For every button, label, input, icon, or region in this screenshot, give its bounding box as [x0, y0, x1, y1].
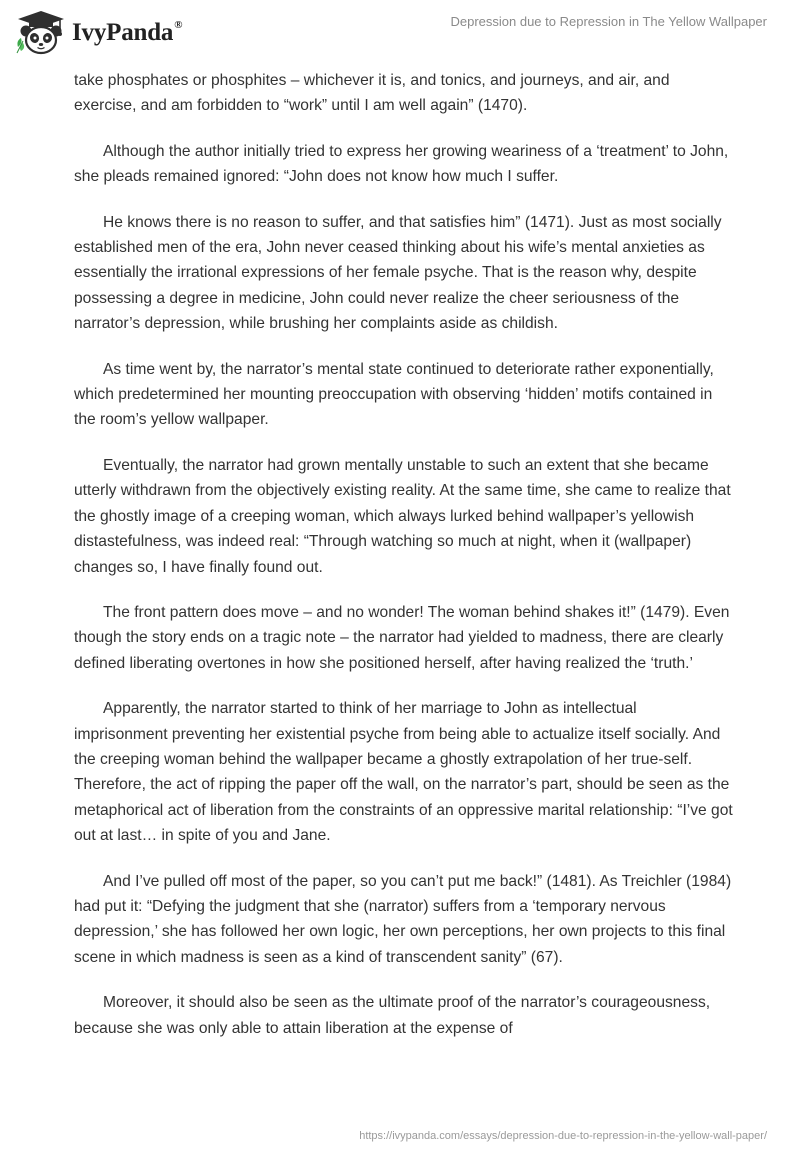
source-url-link[interactable]: https://ivypanda.com/essays/depression-due-to-repression-in-the-yellow-wall-paper/	[359, 1130, 767, 1142]
brand-name	[72, 19, 181, 47]
brand-name-text: IvyPanda	[72, 19, 174, 46]
page-header	[0, 0, 800, 64]
paragraph: And I’ve pulled off most of the paper, so you can’t put me back!” (1481). As Treichler (1984) had put it: “Defying the judgment that she (narrator) suffers from a ‘temporary nervous depression,’ she has followed her own logic, her own perceptions, her own projects to this final scene in which madness is seen as a kind of transcendent sanity” (67).	[74, 872, 732, 966]
paragraph: Moreover, it should also be seen as the ultimate proof of the narrator’s courageousness, because she was only able to attain liberation at the expense of	[74, 994, 711, 1037]
registered-mark: ®	[174, 19, 183, 31]
ivypanda-logo[interactable]	[14, 8, 181, 56]
paragraph: Although the author initially tried to express her growing weariness of a ‘treatment’ to John, she pleads remained ignored: “John does not know how much I suffer.	[74, 142, 729, 186]
paragraph: Apparently, the narrator started to think of her marriage to John as intellectual imprisonment preventing her existential psyche from being able to actualize itself socially. And the creeping woman behind the wallpaper became a ghostly extrapolation of her true-self. Therefore, the act of ripping the paper off the wall, on the narrator’s part, should be seen as the metaphorical act of liberation from the constraints of an oppressive marital relationship: “I’ve got out at last… in spite of you and Jane.	[74, 700, 733, 845]
paragraph: Eventually, the narrator had grown mentally unstable to such an extent that she became utterly withdrawn from the objectively existing reality. At the same time, she came to realize that the ghostly image of a creeping woman, which always lurked behind wallpaper’s yellowish distastefulness, was indeed real: “Through watching so much at night, when it (wallpaper) changes so, I have finally found out.	[74, 456, 731, 576]
essay-body	[74, 68, 734, 1061]
panda-graduate-icon	[14, 9, 68, 55]
paragraph: take phosphates or phosphites – whichever it is, and tonics, and journeys, and air, and exercise, and am forbidden to “work” until I am well again” (1470).	[74, 72, 670, 115]
paragraph: He knows there is no reason to suffer, and that satisfies him” (1471). Just as most socially established men of the era, John never ceased thinking about his wife’s mental anxieties as essentially the irrational expressions of her female psyche. That is the reason why, despite possessing a degree in medicine, John could never realize the cheer seriousness of the narrator’s depression, while brushing her complaints aside as childish.	[74, 213, 722, 333]
paragraph: As time went by, the narrator’s mental state continued to deteriorate rather exponentially, which predetermined her mounting preoccupation with observing ‘hidden’ motifs contained in the room’s yellow wallpaper.	[74, 360, 714, 429]
essay-title: Depression due to Repression in The Yellow Wallpaper	[450, 14, 767, 29]
paragraph: The front pattern does move – and no wonder! The woman behind shakes it!” (1479). Even though the story ends on a tragic note – the narrator had yielded to madness, there are clearly defined liberating overtones in how she positioned herself, after having realized the ‘truth.’	[74, 603, 730, 672]
